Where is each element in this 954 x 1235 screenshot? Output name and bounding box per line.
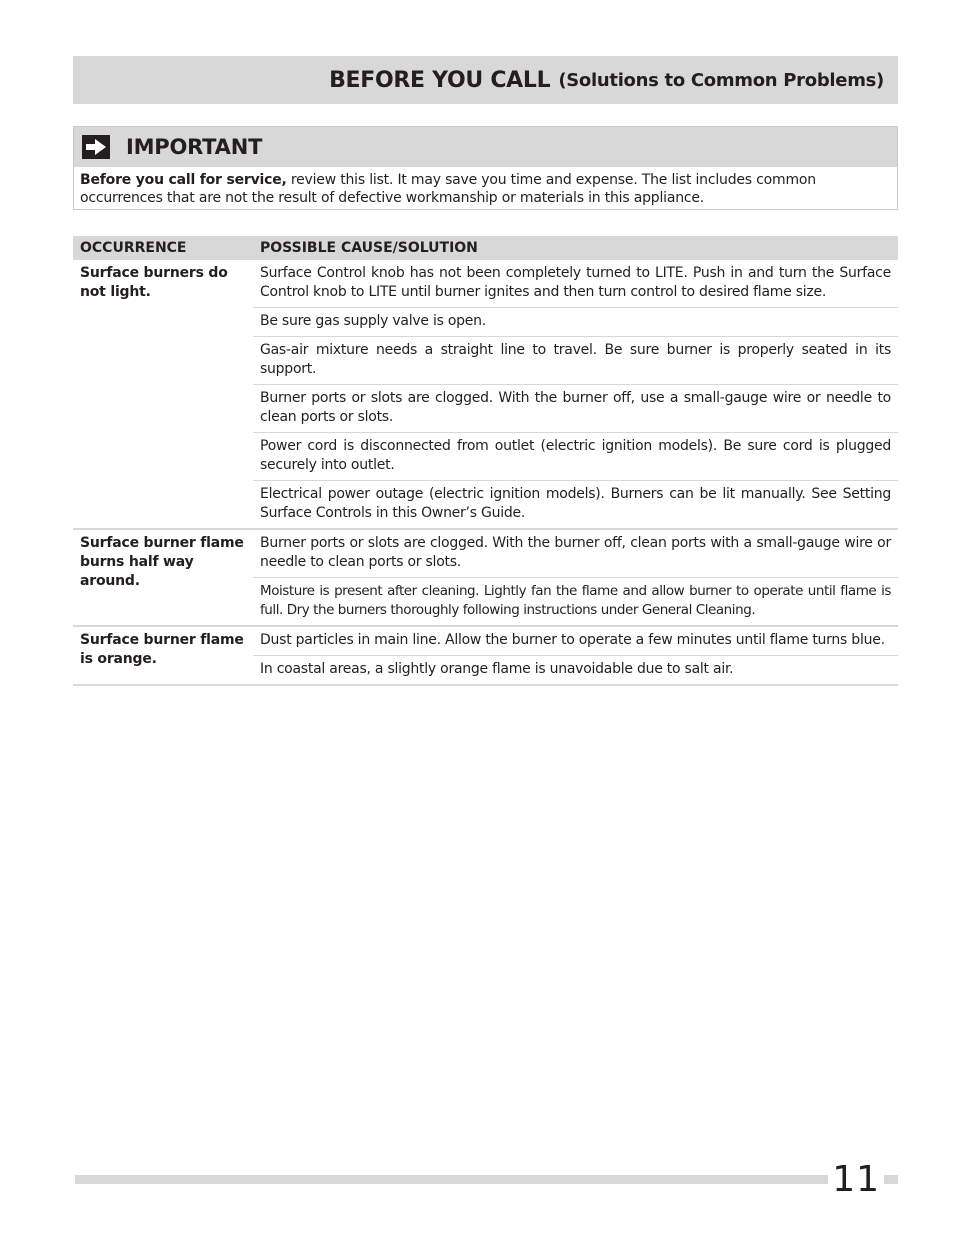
important-text	[74, 167, 897, 207]
footer-rule	[75, 1175, 898, 1184]
occurrence-cell: Surface burner flame is orange.	[80, 632, 244, 667]
solution-item: Dust particles in main line. Allow the burner to operate a few minutes until flame turns blue.	[260, 632, 885, 648]
page-title: BEFORE YOU CALL	[329, 67, 551, 93]
column-header-occurrence: OCCURRENCE	[80, 240, 187, 256]
solution-list	[253, 530, 898, 625]
important-lead: Before you call for service,	[80, 172, 287, 188]
solution-list	[253, 260, 898, 528]
solution-item: Electrical power outage (electric ignition models). Burners can be lit manually. See Setting Surface Controls in this Owner’s Guide.	[253, 480, 898, 528]
solution-item: Power cord is disconnected from outlet (electric ignition models). Be sure cord is plugged securely into outlet.	[253, 432, 898, 480]
solution-item: In coastal areas, a slightly orange flame is unavoidable due to salt air.	[253, 655, 898, 684]
table-header	[73, 236, 898, 260]
table-row	[73, 260, 898, 530]
solution-item: Gas-air mixture needs a straight line to travel. Be sure burner is properly seated in its support.	[253, 336, 898, 384]
column-header-solution: POSSIBLE CAUSE/SOLUTION	[260, 240, 478, 256]
solution-item: Moisture is present after cleaning. Lightly fan the flame and allow burner to operate until flame is full. Dry the burners thoroughly following instructions under General Cleaning.	[253, 577, 898, 625]
troubleshooting-table	[73, 236, 898, 686]
occurrence-cell: Surface burners do not light.	[80, 265, 228, 300]
page-subtitle: (Solutions to Common Problems)	[558, 69, 884, 91]
arrow-right-icon	[82, 135, 110, 159]
important-label: IMPORTANT	[126, 135, 263, 159]
solution-item: Burner ports or slots are clogged. With the burner off, use a small-gauge wire or needle to clean ports or slots.	[253, 384, 898, 432]
occurrence-cell: Surface burner flame burns half way around.	[80, 535, 244, 589]
page-number: 11	[828, 1160, 884, 1200]
solution-list	[253, 627, 898, 684]
table-row	[73, 627, 898, 686]
solution-item: Surface Control knob has not been completely turned to LITE. Push in and turn the Surface Control knob to LITE until burner ignites and then turn control to desired flame size.	[260, 265, 891, 300]
important-header	[74, 127, 897, 167]
important-body-text: review this list. It may save you time and expense. The list includes common occurrences that are not the result of defective workmanship or materials in this appliance.	[80, 172, 816, 206]
page-header	[73, 56, 898, 104]
important-notice	[73, 126, 898, 210]
solution-item: Be sure gas supply valve is open.	[253, 307, 898, 336]
table-row	[73, 530, 898, 627]
solution-item: Burner ports or slots are clogged. With the burner off, clean ports with a small-gauge wire or needle to clean ports or slots.	[260, 535, 891, 570]
